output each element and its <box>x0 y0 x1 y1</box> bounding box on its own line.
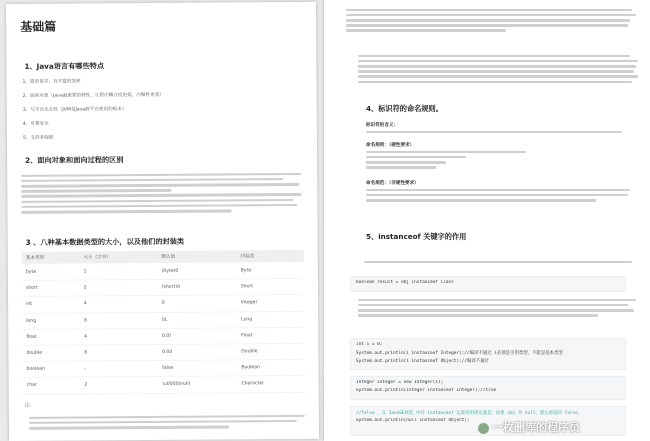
table-cell: 4 <box>80 296 158 313</box>
label-rules: 命名规则：（硬性要求） <box>366 143 415 148</box>
table-cell: 0.0f <box>158 328 237 345</box>
table-cell: boolean <box>22 361 80 378</box>
list-item: 5、支持多线程 <box>22 135 54 141</box>
code-line: Integer integer = new Integer(1); <box>356 380 444 385</box>
table-header-cell: 大小（字节） <box>80 251 158 264</box>
code-line: System.out.println(null instanceof Object); <box>356 418 470 424</box>
table-row <box>22 343 304 361</box>
list-item: 3、与平台无关性（JVM是Java跨平台使用的根本） <box>22 107 127 113</box>
label-conventions: 命名规范：（非硬性要求） <box>366 181 419 186</box>
table-cell: 2 <box>80 280 158 297</box>
section-4-heading: 4、标识符的命名规则。 <box>366 104 443 113</box>
watermark-text: 一枚删库的程序员 <box>492 421 580 434</box>
intro-text-2 <box>358 52 638 86</box>
label-meaning: 标识符的含义： <box>366 123 399 128</box>
code-line: int i = 0; <box>356 342 383 347</box>
wechat-logo-icon <box>478 423 489 434</box>
table-row <box>22 327 304 345</box>
code-line: System.out.println(i instanceof Object);//编译不通过 <box>356 359 489 365</box>
table-cell: (short)0 <box>158 279 237 296</box>
code-line: System.out.println(i instanceof Integer);//编译不通过 i必须是引用类型，不能是基本类型 <box>356 351 563 357</box>
table-header-cell: 封装类 <box>237 250 304 263</box>
table-cell: Float <box>237 327 304 344</box>
table-cell: long <box>22 313 80 330</box>
conventions-text <box>366 186 632 204</box>
section-1-heading: 1、Java语言有哪些特点 <box>24 61 105 71</box>
rules-text <box>366 148 626 171</box>
code-line: //false ，在 JavaSE规范 中对 instanceof 运算符的规定就是：如果 obj 为 null，那么将返回 false。 <box>356 411 583 416</box>
table-cell: Boolean <box>237 360 304 377</box>
table-cell: - <box>80 361 158 378</box>
table-cell: Short <box>237 279 304 296</box>
table-cell: (byte)0 <box>158 263 237 280</box>
table-cell: Integer <box>237 295 304 312</box>
code-line: boolean result = obj instanceof Class <box>356 280 454 285</box>
table-cell: 8 <box>80 344 158 361</box>
table-cell: 0L <box>158 311 237 328</box>
instanceof-detail <box>358 296 638 319</box>
table-row <box>23 376 305 394</box>
section-5-heading: 5、instanceof 关键字的作用 <box>366 232 467 241</box>
instanceof-text <box>364 258 636 266</box>
table-row <box>22 279 304 297</box>
table-cell: float <box>22 329 80 346</box>
table-cell: 0 <box>158 295 237 312</box>
table-cell: 4 <box>80 328 158 345</box>
table-cell: Character <box>237 376 304 393</box>
table-cell: 1 <box>80 263 158 280</box>
table-cell: char <box>23 377 81 394</box>
table-cell: int <box>22 296 80 313</box>
section-2-text <box>21 170 303 216</box>
data-types-table <box>22 250 305 394</box>
table-cell: Byte <box>237 262 304 279</box>
intro-text <box>346 6 638 35</box>
table-cell: 8 <box>80 312 158 329</box>
table-row <box>22 311 304 329</box>
meaning-text <box>366 128 626 136</box>
table-cell: \u0000(null) <box>158 376 237 393</box>
code-block <box>350 376 626 400</box>
list-item: 2、面向对象（Java最重要的特性，让程序耦合度更低，内聚性更高） <box>22 92 164 99</box>
table-cell: false <box>158 360 237 377</box>
table-row <box>22 262 304 280</box>
table-cell: byte <box>22 264 80 281</box>
section-3-heading: 3 、八种基本数据类型的大小，以及他们的封装类 <box>25 236 185 247</box>
note-label: 注： <box>24 402 35 409</box>
table-row <box>22 295 304 313</box>
page-title: 基础篇 <box>20 19 57 34</box>
list-item: 4、可靠安全 <box>22 121 49 127</box>
table-cell: 2 <box>80 377 158 394</box>
right-page <box>324 0 650 441</box>
code-line: System.out.println(integer instanceof Integer);//true <box>356 388 497 394</box>
code-block <box>350 338 626 370</box>
table-cell: Double <box>237 343 304 360</box>
code-block <box>350 276 626 292</box>
note-text <box>29 412 309 432</box>
table-row <box>22 360 304 378</box>
table-cell: short <box>22 280 80 297</box>
table-cell: 0.0d <box>158 344 237 361</box>
table-header-cell: 默认值 <box>157 250 236 263</box>
table-header-cell: 基本类型 <box>22 251 80 264</box>
table-cell: double <box>22 345 80 362</box>
list-item: 1、简单易学，有丰富的类库 <box>22 79 81 85</box>
table-cell: Long <box>237 311 304 328</box>
watermark <box>478 419 580 435</box>
left-page <box>6 2 319 441</box>
section-2-heading: 2、面向对象和面向过程的区别 <box>25 155 124 165</box>
